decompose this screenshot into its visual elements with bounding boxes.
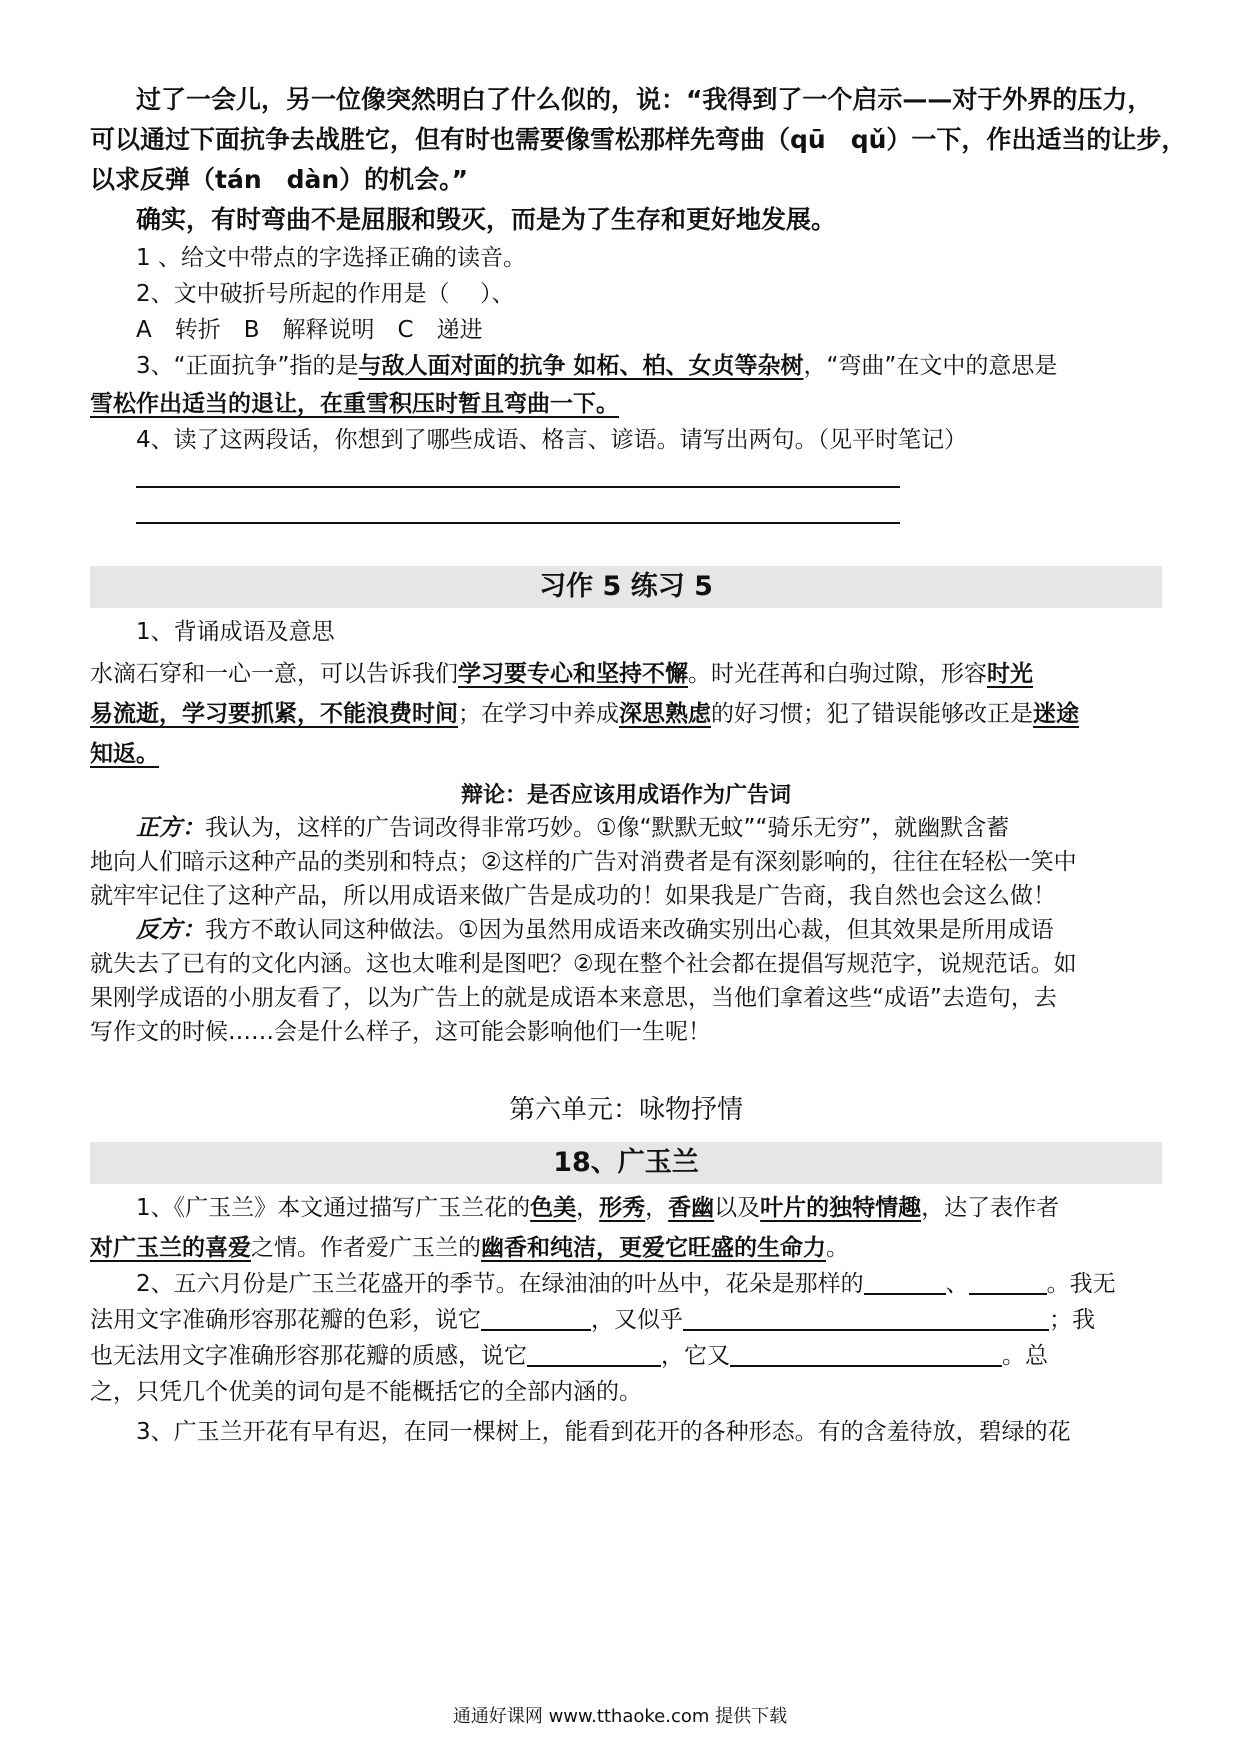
comma: ，	[645, 1195, 669, 1221]
pro-label: 正方：	[136, 814, 205, 841]
question-4: 4、读了这两段话，你想到了哪些成语、格言、谚语。请写出两句。（见平时笔记）	[136, 427, 968, 453]
con-line-3: 果刚学成语的小朋友看了，以为广告上的就是成语本来意思，当他们拿着这些“成语”去造句，去	[90, 985, 1057, 1011]
idiom-paragraph-line-2	[90, 694, 1079, 734]
pro-line-3: 就牢牢记住了这种产品，所以用成语来做广告是成功的！如果我是广告商，我自然也会这么做！	[90, 883, 1056, 909]
idiom-answer-2a: 时光	[987, 661, 1033, 687]
lesson-text: 法用文字准确形容那花瓣的色彩，说它	[90, 1307, 481, 1333]
answer-shape: 形秀	[599, 1195, 646, 1221]
passage-line-1: 过了一会儿，另一位像突然明白了什么似的，说：“我得到了一个启示——对于外界的压力，	[136, 85, 1153, 114]
question-2: 2、文中破折号所起的作用是（ ）、	[136, 281, 515, 307]
lesson-text: 以及	[714, 1195, 761, 1221]
question-3-mid: ，“弯曲”在文中的意思是	[803, 353, 1058, 379]
idiom-text: 水滴石穿和一心一意，可以告诉我们	[90, 661, 458, 687]
idiom-text-3: ；在学习中养成	[458, 701, 619, 727]
idiom-paragraph-line-1	[90, 654, 1033, 694]
page-footer: 通通好课网 www.tthaoke.com 提供下载	[452, 1706, 788, 1727]
con-line-2: 就失去了已有的文化内涵。这也太唯利是图吧？②现在整个社会都在提倡写规范字，说规范话。如	[90, 951, 1077, 977]
debate-title: 辩论：是否应该用成语作为广告词	[460, 783, 791, 808]
comma: ，	[576, 1195, 600, 1221]
answer-vitality: 幽香和纯洁，更爱它旺盛的生命力	[481, 1235, 826, 1261]
lesson-item-2-line-1	[136, 1264, 1116, 1304]
section-5-title: 习作 5 练习 5	[90, 566, 1162, 608]
idiom-text-4: 的好习惯；犯了错误能够改正是	[711, 701, 1033, 727]
idiom-answer-4a: 迷途	[1033, 701, 1079, 727]
document-page	[90, 0, 1187, 1754]
con-line-4: 写作文的时候……会是什么样子，这可能会影响他们一生呢！	[90, 1019, 711, 1045]
lesson-text: ，它又	[661, 1343, 730, 1369]
section-5-item-1: 1、背诵成语及意思	[136, 619, 335, 645]
lesson-text: ；我	[1049, 1307, 1095, 1333]
idiom-answer-2b: 易流逝，学习要抓紧，不能浪费时间	[90, 701, 458, 727]
con-label: 反方：	[136, 916, 205, 943]
lesson-item-1-line-1	[136, 1188, 1059, 1228]
question-3-line-1	[136, 346, 1057, 386]
lesson-item-3-line-1: 3、广玉兰开花有早有迟，在同一棵树上，能看到花开的各种形态。有的含羞待放，碧绿的花	[136, 1419, 1071, 1445]
fill-blank[interactable]	[481, 1301, 591, 1331]
idiom-answer-4b: 知返。	[90, 741, 159, 767]
fill-blank[interactable]	[864, 1265, 946, 1295]
pro-line-2: 地向人们暗示这种产品的类别和特点；②这样的广告对消费者是有深刻影响的，往往在轻松一笑中	[90, 849, 1077, 875]
question-2-options: A 转折 B 解释说明 C 递进	[136, 317, 483, 343]
idiom-text-2: 。时光荏苒和白驹过隙，形容	[688, 661, 987, 687]
lesson-text: 。	[826, 1235, 849, 1261]
pro-text-1: 我认为，这样的广告词改得非常巧妙。①像“默默无蚊”“骑乐无穷”，就幽默含蓄	[205, 815, 1010, 841]
answer-scent: 香幽	[668, 1195, 715, 1221]
lesson-text: ，达了表作者	[921, 1195, 1060, 1221]
con-text-1: 我方不敢认同这种做法。①因为虽然用成语来改确实别出心裁，但其效果是所用成语	[205, 917, 1054, 943]
lesson-18-title: 18、广玉兰	[90, 1142, 1162, 1184]
fill-blank[interactable]	[969, 1265, 1047, 1295]
fill-blank[interactable]	[683, 1301, 1049, 1331]
lesson-text: 、	[945, 1271, 969, 1297]
idiom-answer-1: 学习要专心和坚持不懈	[458, 661, 688, 687]
lesson-text: 之情。作者爱广玉兰的	[251, 1235, 481, 1261]
passage-line-2: 可以通过下面抗争去战胜它，但有时也需要像雪松那样先弯曲（qū qǔ）一下，作出适当的让步，	[90, 125, 1187, 154]
answer-line-2	[136, 522, 900, 524]
passage-line-4: 确实，有时弯曲不是屈服和毁灭，而是为了生存和更好地发展。	[136, 205, 837, 234]
answer-leaves: 叶片的独特情趣	[760, 1195, 922, 1221]
question-3-prefix: 3、“正面抗争”指的是	[136, 353, 359, 379]
lesson-item-2-line-2	[90, 1300, 1095, 1340]
question-3-answer-1: 与敌人面对面的抗争 如柘、柏、女贞等杂树	[358, 353, 804, 379]
lesson-text: 1、《广玉兰》本文通过描写广玉兰花的	[136, 1195, 531, 1221]
lesson-text: 。总	[1002, 1343, 1048, 1369]
answer-love: 对广玉兰的喜爱	[90, 1235, 251, 1261]
lesson-item-2-line-4: 之，只凭几个优美的词句是不能概括它的全部内涵的。	[90, 1379, 642, 1405]
lesson-item-1-line-2	[90, 1228, 849, 1268]
question-1: 1 、给文中带点的字选择正确的读音。	[136, 245, 526, 271]
fill-blank[interactable]	[527, 1337, 661, 1367]
answer-color: 色美	[530, 1195, 577, 1221]
answer-line-1	[136, 486, 900, 488]
fill-blank[interactable]	[730, 1337, 1002, 1367]
lesson-text: 2、五六月份是广玉兰花盛开的季节。在绿油油的叶丛中，花朵是那样的	[136, 1271, 864, 1297]
unit-6-title: 第六单元：咏物抒情	[508, 1095, 743, 1125]
question-3-answer-2: 雪松作出适当的退让，在重雪积压时暂且弯曲一下。	[90, 391, 619, 417]
lesson-text: ，又似乎	[591, 1307, 683, 1333]
idiom-answer-3: 深思熟虑	[619, 701, 711, 727]
passage-line-3: 以求反弹（tán dàn）的机会。”	[90, 165, 469, 194]
lesson-text: 。我无	[1046, 1271, 1116, 1297]
lesson-item-2-line-3	[90, 1336, 1048, 1376]
lesson-text: 也无法用文字准确形容那花瓣的质感，说它	[90, 1343, 527, 1369]
